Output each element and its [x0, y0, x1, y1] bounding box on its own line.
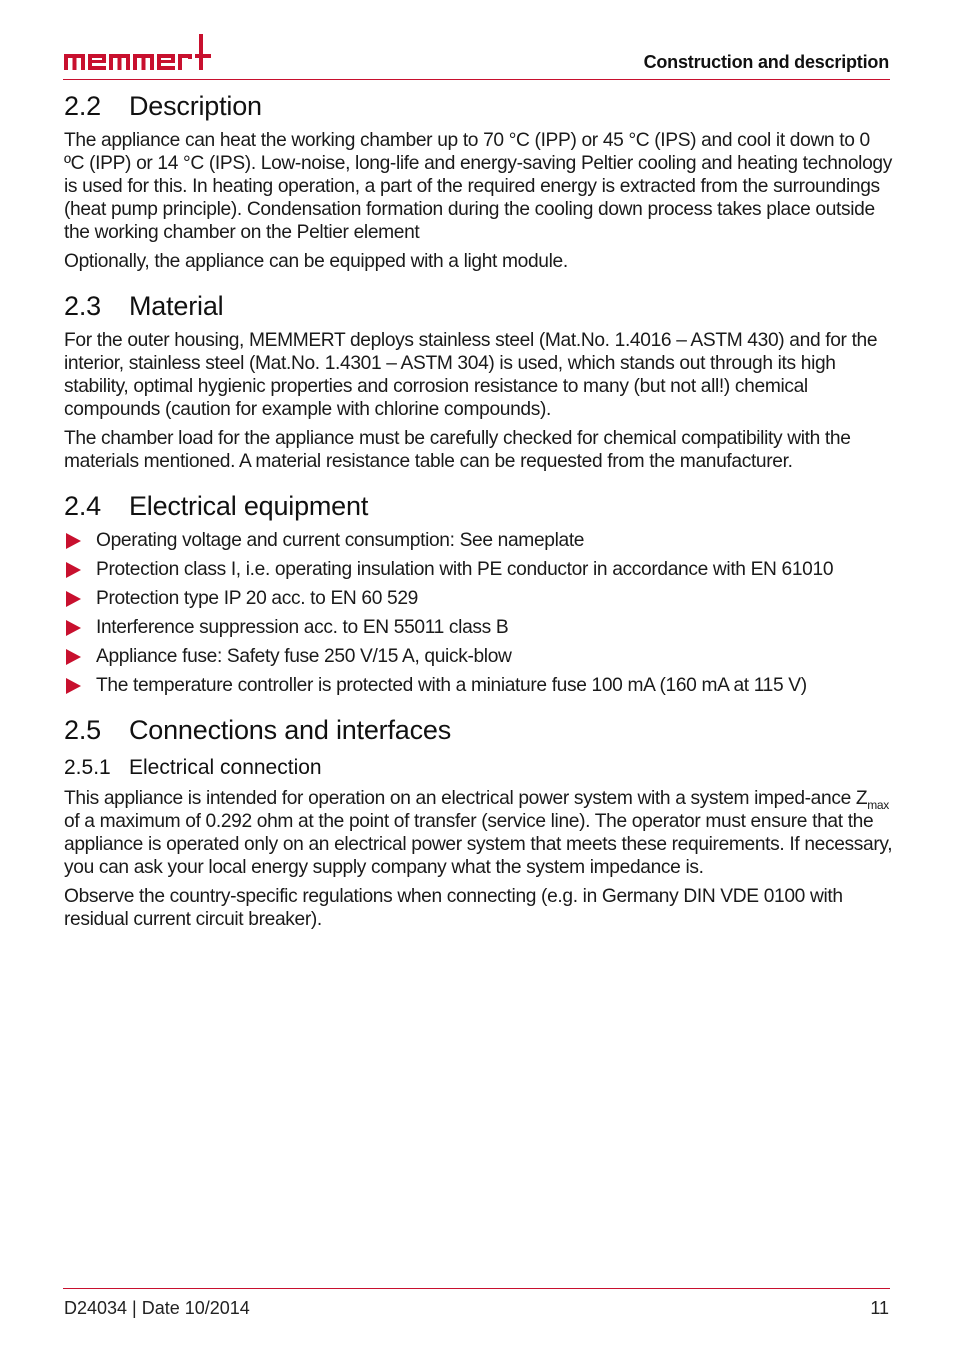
arrow-bullet-icon	[66, 591, 81, 607]
subscript: max	[867, 797, 889, 812]
section-title: Material	[129, 291, 224, 321]
subsection-electrical-connection	[64, 755, 894, 931]
bullet-list	[64, 529, 894, 697]
header-divider	[63, 79, 890, 80]
list-item	[64, 587, 894, 610]
list-item	[64, 674, 894, 697]
paragraph-text: This appliance is intended for operation on an electrical power system with a system imped-ance Z	[64, 788, 868, 809]
arrow-bullet-icon	[66, 562, 81, 578]
list-item-text: Protection class I, i.e. operating insulation with PE conductor in accordance with EN 61010	[96, 559, 834, 580]
section-heading	[64, 89, 894, 123]
subsection-heading	[64, 755, 894, 781]
page-number: 11	[870, 1298, 889, 1318]
arrow-bullet-icon	[66, 678, 81, 694]
list-item-text: Operating voltage and current consumption: See nameplate	[96, 530, 585, 551]
section-number: 2.4	[64, 491, 101, 521]
list-item	[64, 616, 894, 639]
paragraph: The appliance can heat the working chamber up to 70 °C (IPP) or 45 °C (IPS) and cool it down to 0 ºC (IPP) or 14 °C (IPS). Low-noise, long-life and energy-saving Peltier cooling and heating technology is used for this. In heating operation, a part of the required energy is extracted from the surroundings (heat pump principle). Condensation formation during the cooling down process takes place outside the working chamber on the Peltier element	[64, 130, 892, 243]
paragraph-text: of a maximum of 0.292 ohm at the point of transfer (service line). The operator must ensure that the appliance is operated only on an electrical power system that meets these requirements. If necessary, you can ask your local energy supply company what the system impedance is.	[64, 811, 893, 878]
section-description	[64, 89, 894, 273]
list-item-text: Appliance fuse: Safety fuse 250 V/15 A, quick-blow	[96, 646, 512, 667]
list-item	[64, 558, 894, 581]
list-item-text: Interference suppression acc. to EN 55011 class B	[96, 617, 509, 638]
subsection-number: 2.5.1	[64, 756, 111, 779]
section-number: 2.2	[64, 91, 101, 121]
page-content	[64, 89, 894, 947]
section-connections	[64, 713, 894, 747]
section-heading	[64, 289, 894, 323]
subsection-title: Electrical connection	[129, 756, 322, 779]
list-item-text: The temperature controller is protected with a miniature fuse 100 mA (160 mA at 115 V)	[96, 675, 807, 696]
list-item	[64, 645, 894, 668]
section-title: Connections and interfaces	[129, 715, 452, 745]
section-title: Description	[129, 91, 262, 121]
paragraph: For the outer housing, MEMMERT deploys stainless steel (Mat.No. 1.4016 – ASTM 430) and for the interior, stainless steel (Mat.No. 1.4301 – ASTM 304) is used, which stands out through its high stability, optimal hygienic properties and corrosion resistance to many (but not all!) chemical compounds (caution for example with chlorine compounds).	[64, 330, 878, 420]
section-electrical-equipment	[64, 489, 894, 697]
paragraph: The chamber load for the appliance must be carefully checked for chemical compatibility with the materials mentioned. A material resistance table can be requested from the manufacturer.	[64, 428, 851, 472]
list-item-text: Protection type IP 20 acc. to EN 60 529	[96, 588, 418, 609]
section-heading	[64, 713, 894, 747]
arrow-bullet-icon	[66, 649, 81, 665]
section-heading	[64, 489, 894, 523]
footer-divider	[63, 1288, 890, 1289]
arrow-bullet-icon	[66, 620, 81, 636]
memmert-logo	[63, 32, 218, 72]
section-title: Electrical equipment	[129, 491, 369, 521]
list-item	[64, 529, 894, 552]
header-section-title: Construction and description	[643, 52, 889, 72]
section-number: 2.3	[64, 291, 101, 321]
arrow-bullet-icon	[66, 533, 81, 549]
section-number: 2.5	[64, 715, 101, 745]
document-info: D24034 | Date 10/2014	[64, 1298, 250, 1318]
paragraph	[64, 787, 894, 879]
section-material	[64, 289, 894, 473]
paragraph: Observe the country-specific regulations when connecting (e.g. in Germany DIN VDE 0100 with residual current circuit breaker).	[64, 886, 843, 930]
paragraph: Optionally, the appliance can be equipped with a light module.	[64, 251, 568, 272]
